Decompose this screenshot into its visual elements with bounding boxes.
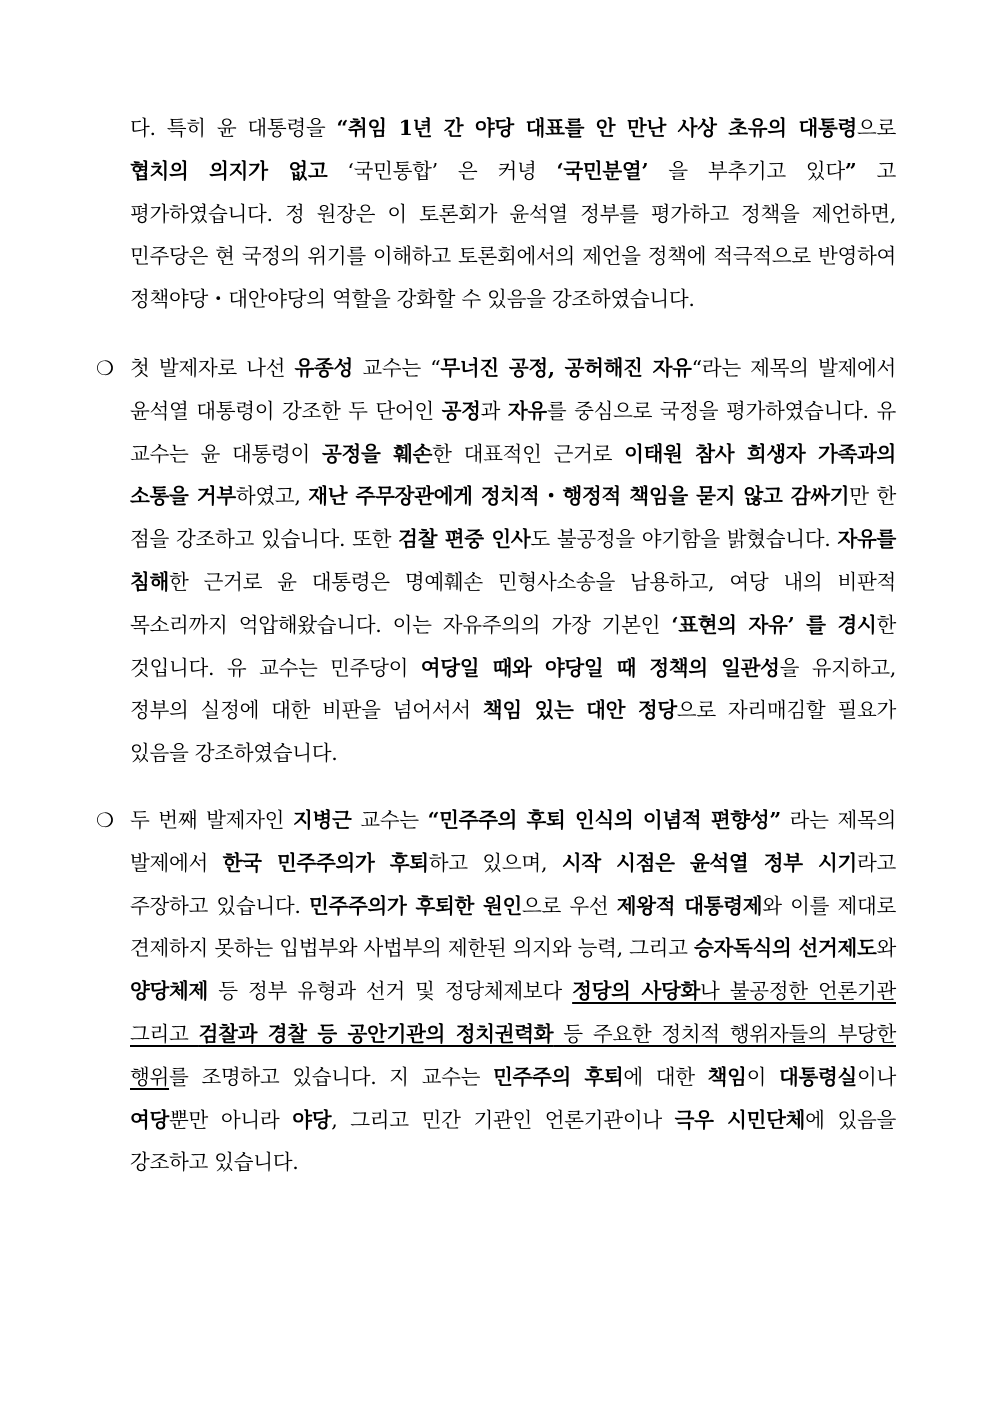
text-run: 재난 주무장관에게 정치적・행정적 책임을 묻지 않고 감싸기: [308, 484, 850, 509]
text-run: 하였고,: [235, 484, 309, 509]
text-run: 책임: [707, 1064, 747, 1089]
text-run: 야당: [292, 1107, 332, 1132]
text-run: 도 불공정을 야기함을 밝혔습니다.: [530, 527, 838, 552]
text-run: 대통령실: [778, 1064, 857, 1089]
bullet-circle-icon: ❍: [96, 356, 114, 380]
text-run: 교수는 “: [353, 356, 441, 380]
text-run: 와: [876, 936, 896, 961]
text-run: ‘국민분열’: [556, 158, 649, 183]
text-run: 승자독식의 선거제도: [693, 936, 877, 961]
text-run: 책임 있는 대안 정당: [482, 698, 677, 723]
text-run: 자유: [507, 398, 547, 423]
text-run: 라고 주장하고 있습니다.: [130, 850, 896, 918]
text-run: 과: [480, 398, 508, 423]
text-run: 으로 자리매김할 필요가 있음을 강조하였습니다.: [130, 698, 896, 766]
text-run: 하고 있으며,: [428, 850, 562, 875]
text-run: 극우 시민단체: [674, 1107, 806, 1132]
text-run: 이나: [856, 1064, 896, 1089]
text-run: 여당일 때와 야당일 때 정책의 일관성: [420, 655, 780, 680]
text-run: 양당체제: [130, 979, 209, 1004]
text-run: ”: [844, 158, 857, 183]
text-run: ‘표현의 자유’ 를 경시: [671, 612, 877, 637]
text-run: “민주주의 후퇴 인식의 이념적 편향성”: [427, 808, 781, 832]
text-run: 으로: [856, 116, 896, 140]
text-run: 을 부추기고 있다: [648, 158, 845, 183]
text-run: 협치의 의지가 없고: [130, 158, 328, 183]
text-run: 등 주요한 정치적 행위자들의 부당한 행위: [130, 1021, 896, 1089]
text-run: 공정: [441, 398, 481, 423]
text-run: 정당의 사당화: [572, 979, 701, 1004]
paragraph-second-presenter: [130, 799, 896, 1184]
text-run: 라는 제목의 발제에서: [130, 808, 896, 875]
text-run: “취임 1년 간 야당 대표를 안 만난 사상 초유의 대통령: [336, 116, 857, 140]
text-run: 유종성: [294, 356, 354, 380]
text-run: “라는 제목의 발제에서 윤석열 대통령이 강조한 두 단어인: [130, 356, 897, 423]
text-run: 제왕적 대통령제: [616, 893, 763, 918]
text-run: 만 한 점을 강조하고 있습니다. 또한: [130, 484, 896, 552]
text-run: 무너진 공정, 공허해진 자유: [440, 356, 692, 380]
text-run: 을 유지하고, 정부의 실정에 대한 비판을 넘어서서: [130, 655, 896, 723]
text-run: ‘국민통합’ 은 커녕: [327, 158, 557, 183]
text-run: 와 이를 제대로 견제하지 못하는 입법부와 사법부의 제한된 의지와 능력, 그리고: [130, 893, 896, 961]
paragraph-first-presenter: [130, 347, 896, 775]
text-run: 이태원 참사 희생자 가족과의 소통을 거부: [130, 441, 896, 509]
text-run: 두 번째 발제자인: [130, 808, 293, 832]
text-run: 검찰 편중 인사: [398, 527, 531, 552]
text-run: 등 정부 유형과 선거 및 정당체제보다: [208, 979, 573, 1004]
text-run: 공정을 훼손: [322, 441, 433, 466]
text-run: 시작 시점은 윤석열 정부 시기: [561, 850, 857, 875]
text-run: 검찰과 경찰 등 공안기관의 정치권력화: [198, 1021, 554, 1046]
text-run: 지병근: [292, 808, 352, 832]
text-run: 에 대한: [623, 1064, 708, 1089]
text-run: 교수는: [351, 808, 428, 832]
text-run: 이: [746, 1064, 779, 1089]
text-run: 를 조명하고 있습니다. 지 교수는: [169, 1064, 493, 1089]
paragraph-intro-continued: [130, 107, 896, 321]
text-run: 으로 우선: [521, 893, 617, 918]
text-run: 한 것입니다. 유 교수는 민주당이: [130, 612, 896, 680]
text-run: 한 대표적인 근거로: [432, 441, 625, 466]
text-run: 에 있음을 강조하고 있습니다.: [130, 1107, 897, 1175]
text-run: 민주주의 후퇴: [492, 1064, 624, 1089]
text-run: 여당: [130, 1107, 170, 1132]
text-run: 첫 발제자로 나선: [130, 356, 295, 380]
text-run: 민주주의가 후퇴한 원인: [308, 893, 522, 918]
text-run: 자유를 침해: [130, 527, 896, 594]
text-run: 뿐만 아니라: [169, 1107, 293, 1132]
text-run: 고 평가하였습니다. 정 원장은 이 토론회가 윤석열 정부를 평가하고 정책을 제언하면, 민주당은 현 국정의 위기를 이해하고 토론회에서의 제언을 정책에 적극적으로 반영하여 정책야당・대안야당의 역할을 강화할 수 있음을 강조하였습니다.: [130, 158, 896, 312]
bullet-circle-icon: ❍: [96, 808, 114, 832]
text-run: 나 불공정한 언론기관 그리고: [130, 979, 896, 1046]
text-run: 를 중심으로 국정을 평가하였습니다. 유 교수는 윤 대통령이: [130, 398, 896, 466]
text-run: 한 근거로 윤 대통령은 명예훼손 민형사소송을 남용하고, 여당 내의 비판적 목소리까지 억압해왔습니다. 이는 자유주의의 가장 기본인: [130, 569, 896, 637]
text-run: 한국 민주주의가 후퇴: [222, 850, 429, 875]
text-run: 다. 특히 윤 대통령을: [130, 116, 337, 140]
text-run: , 그리고 민간 기관인 언론기관이나: [331, 1107, 675, 1132]
